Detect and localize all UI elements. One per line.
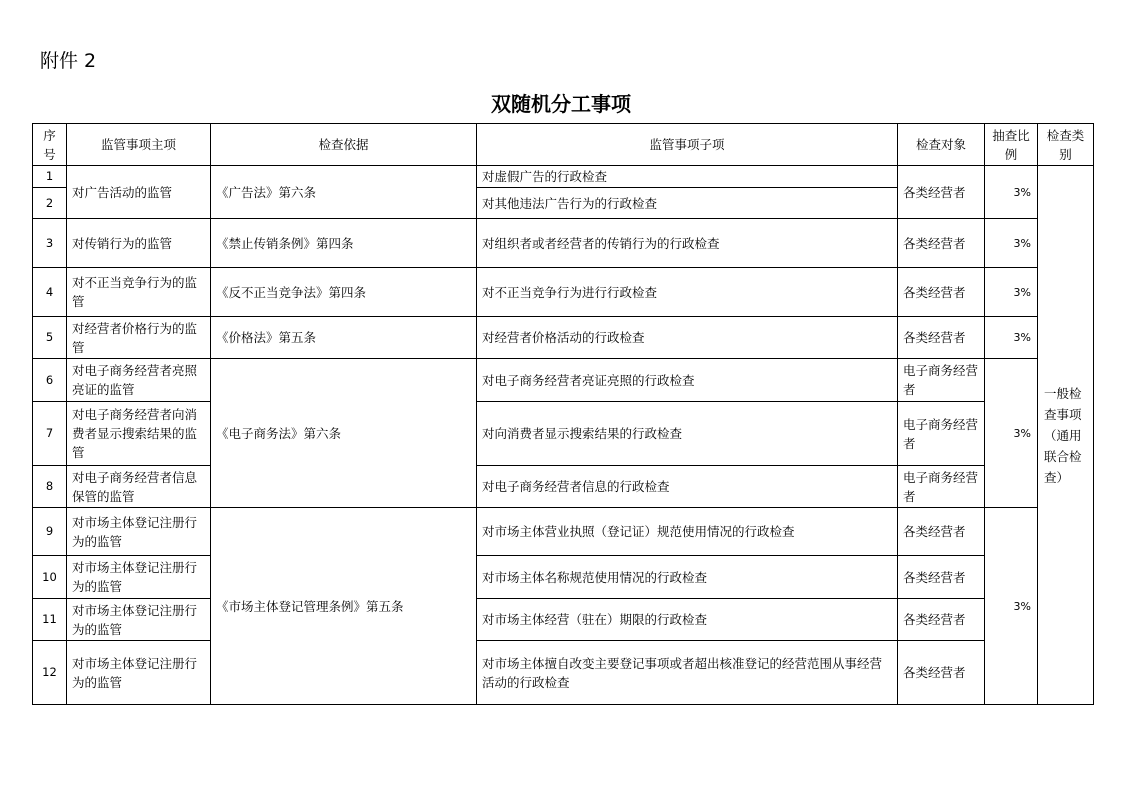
main-item-cell: 对市场主体登记注册行为的监管 (67, 556, 211, 599)
category-text: 一般检查事项（通用联合检查） (1044, 385, 1082, 485)
basis-cell: 《反不正当竞争法》第四条 (211, 268, 477, 317)
header-target: 检查对象 (898, 124, 985, 166)
ratio-cell: 3% (985, 219, 1038, 268)
table-row (33, 508, 1094, 556)
table-row (33, 219, 1094, 268)
sub-item-cell: 对向消费者显示搜索结果的行政检查 (477, 402, 898, 466)
main-item-cell: 对经营者价格行为的监管 (67, 317, 211, 359)
header-sub-item: 监管事项子项 (477, 124, 898, 166)
target-cell: 各类经营者 (898, 219, 985, 268)
table-row (33, 641, 1094, 705)
table-row (33, 359, 1094, 402)
ratio-cell: 3% (985, 317, 1038, 359)
table-header-row (33, 124, 1094, 166)
ratio-cell: 3% (985, 166, 1038, 219)
row-no: 9 (33, 508, 67, 556)
header-ratio: 抽查比例 (985, 124, 1038, 166)
target-cell: 各类经营者 (898, 166, 985, 219)
row-no: 11 (33, 599, 67, 641)
target-cell: 各类经营者 (898, 556, 985, 599)
sub-item-cell: 对不正当竞争行为进行行政检查 (477, 268, 898, 317)
target-cell: 各类经营者 (898, 268, 985, 317)
table-row (33, 599, 1094, 641)
table-row (33, 166, 1094, 188)
main-item-cell: 对市场主体登记注册行为的监管 (67, 641, 211, 705)
header-basis: 检查依据 (211, 124, 477, 166)
row-no: 4 (33, 268, 67, 317)
ratio-cell: 3% (985, 508, 1038, 705)
attachment-label: 附件 2 (40, 50, 97, 72)
sub-item-cell: 对其他违法广告行为的行政检查 (477, 188, 898, 219)
target-cell: 电子商务经营者 (898, 359, 985, 402)
main-item-cell: 对传销行为的监管 (67, 219, 211, 268)
table-row (33, 466, 1094, 508)
row-no: 2 (33, 188, 67, 219)
row-no: 3 (33, 219, 67, 268)
main-item-cell: 对广告活动的监管 (67, 166, 211, 219)
row-no: 10 (33, 556, 67, 599)
inspection-table (32, 123, 1094, 705)
target-cell: 各类经营者 (898, 599, 985, 641)
header-seq: 序号 (33, 124, 67, 166)
sub-item-cell: 对市场主体营业执照（登记证）规范使用情况的行政检查 (477, 508, 898, 556)
sub-item-cell: 对虚假广告的行政检查 (477, 166, 898, 188)
row-no: 8 (33, 466, 67, 508)
target-cell: 电子商务经营者 (898, 466, 985, 508)
sub-item-cell: 对电子商务经营者亮证亮照的行政检查 (477, 359, 898, 402)
sub-item-cell: 对经营者价格活动的行政检查 (477, 317, 898, 359)
category-cell (1038, 166, 1094, 705)
sub-item-cell: 对市场主体擅自改变主要登记事项或者超出核准登记的经营范围从事经营活动的行政检查 (477, 641, 898, 705)
table-row (33, 402, 1094, 466)
basis-cell: 《禁止传销条例》第四条 (211, 219, 477, 268)
main-item-cell: 对电子商务经营者向消费者显示搜索结果的监管 (67, 402, 211, 466)
table-row (33, 268, 1094, 317)
target-cell: 电子商务经营者 (898, 402, 985, 466)
sub-item-cell: 对组织者或者经营者的传销行为的行政检查 (477, 219, 898, 268)
ratio-cell: 3% (985, 359, 1038, 508)
row-no: 1 (33, 166, 67, 188)
target-cell: 各类经营者 (898, 508, 985, 556)
main-item-cell: 对市场主体登记注册行为的监管 (67, 599, 211, 641)
target-cell: 各类经营者 (898, 317, 985, 359)
basis-cell: 《价格法》第五条 (211, 317, 477, 359)
document-title: 双随机分工事项 (491, 92, 631, 116)
header-category: 检查类别 (1038, 124, 1094, 166)
row-no: 5 (33, 317, 67, 359)
basis-cell: 《电子商务法》第六条 (211, 359, 477, 508)
table-row (33, 317, 1094, 359)
row-no: 7 (33, 402, 67, 466)
row-no: 6 (33, 359, 67, 402)
ratio-cell: 3% (985, 268, 1038, 317)
main-item-cell: 对市场主体登记注册行为的监管 (67, 508, 211, 556)
main-item-cell: 对电子商务经营者信息保管的监管 (67, 466, 211, 508)
sub-item-cell: 对市场主体名称规范使用情况的行政检查 (477, 556, 898, 599)
target-cell: 各类经营者 (898, 641, 985, 705)
basis-cell: 《市场主体登记管理条例》第五条 (211, 508, 477, 705)
main-item-cell: 对不正当竞争行为的监管 (67, 268, 211, 317)
header-main-item: 监管事项主项 (67, 124, 211, 166)
sub-item-cell: 对市场主体经营（驻在）期限的行政检查 (477, 599, 898, 641)
sub-item-cell: 对电子商务经营者信息的行政检查 (477, 466, 898, 508)
basis-cell: 《广告法》第六条 (211, 166, 477, 219)
main-item-cell: 对电子商务经营者亮照亮证的监管 (67, 359, 211, 402)
row-no: 12 (33, 641, 67, 705)
table-row (33, 556, 1094, 599)
